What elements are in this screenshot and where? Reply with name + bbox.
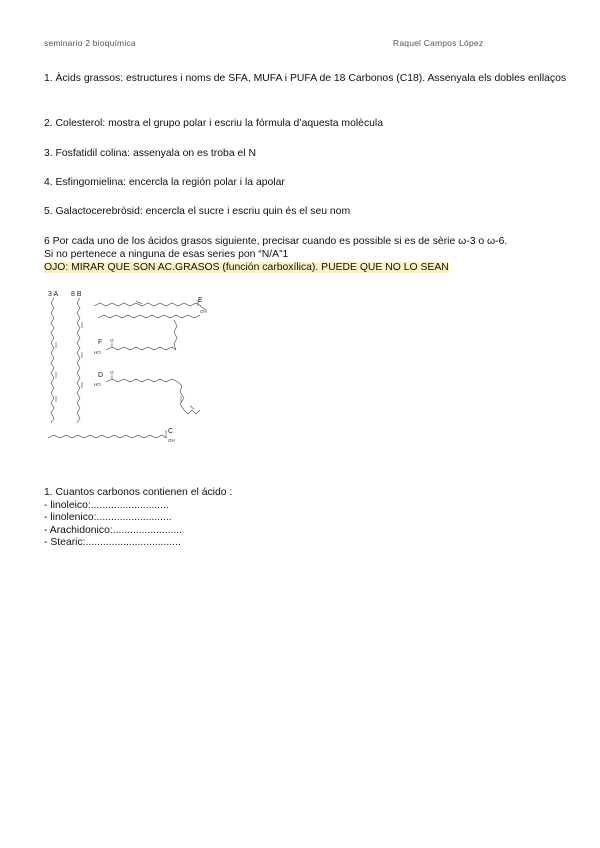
- question-6-highlight: OJO: MIRAR QUE SON AC.GRASOS (función carboxílica). PUEDE QUE NO LO SEAN: [44, 262, 449, 273]
- question-3-text: 3. Fosfatidil colina: assenyala on es troba el N: [44, 148, 256, 159]
- carbons-item-linoleico: - linoleico:...........................: [44, 499, 169, 511]
- fatty-acid-f-chain: [106, 347, 176, 350]
- label-b: 8 B: [71, 291, 82, 298]
- question-3: [44, 147, 569, 160]
- question-4: [44, 176, 569, 189]
- oh-label-c: OH: [168, 438, 175, 443]
- fatty-acid-d-chain: [106, 379, 182, 386]
- carbons-item-arachidonico: - Arachidonico:........................: [44, 524, 183, 536]
- header-left: seminario 2 bioquímica: [44, 38, 136, 48]
- fatty-acid-e-chain: [94, 303, 201, 306]
- label-c: C: [168, 428, 174, 435]
- fatty-acids-figure: [40, 286, 240, 448]
- label-d: D: [98, 372, 104, 379]
- question-1-text: 1. Àcids grassos: estructures i noms de SFA, MUFA i PUFA de 18 Carbonos (C18). Assenyala els dobles enllaços: [44, 73, 567, 84]
- question-5-text: 5. Galactocerebròsid: encercla el sucre i escriu quin és el seu nom: [44, 206, 351, 217]
- label-e: E: [198, 297, 203, 304]
- carbons-item-linolenico: - linolenico:..........................: [44, 512, 172, 524]
- question-4-text: 4. Esfingomielina: encercla la región polar i la apolar: [44, 177, 285, 188]
- question-6: [44, 235, 569, 274]
- carbons-section: [44, 487, 232, 550]
- question-2: [44, 117, 569, 130]
- label-a: 3 A: [48, 291, 59, 298]
- question-5: [44, 205, 569, 218]
- carbons-item-stearic: - Stearic:.................................: [44, 537, 181, 549]
- label-f: F: [98, 339, 103, 346]
- question-1: [44, 72, 569, 85]
- o-label-f: O: [110, 338, 114, 343]
- header-right: Raquel Campos López: [393, 38, 484, 48]
- fatty-acid-c-chain: [48, 435, 166, 438]
- ho-label-f: HO: [94, 350, 101, 355]
- ho-label-d: HO: [94, 382, 101, 387]
- oh-label-e: OH: [200, 309, 207, 314]
- question-6-line1: 6 Por cada uno de los ácidos grasos siguiente, precisar cuando es possible si es de sèrie ω-3 o ω-6.: [44, 236, 508, 247]
- carbons-title: 1. Cuantos carbonos contienen el ácido :: [44, 487, 233, 498]
- fatty-acid-b-chain: [77, 298, 80, 423]
- o-label-d: O: [110, 370, 114, 375]
- question-2-text: 2. Colesterol: mostra el grupo polar i escriu la fórmula d’aquesta molècula: [44, 118, 384, 129]
- question-6-line2: Si no pertenece a ninguna de esas series pon “N/A”1: [44, 249, 289, 260]
- fatty-acid-a-chain: [51, 298, 54, 423]
